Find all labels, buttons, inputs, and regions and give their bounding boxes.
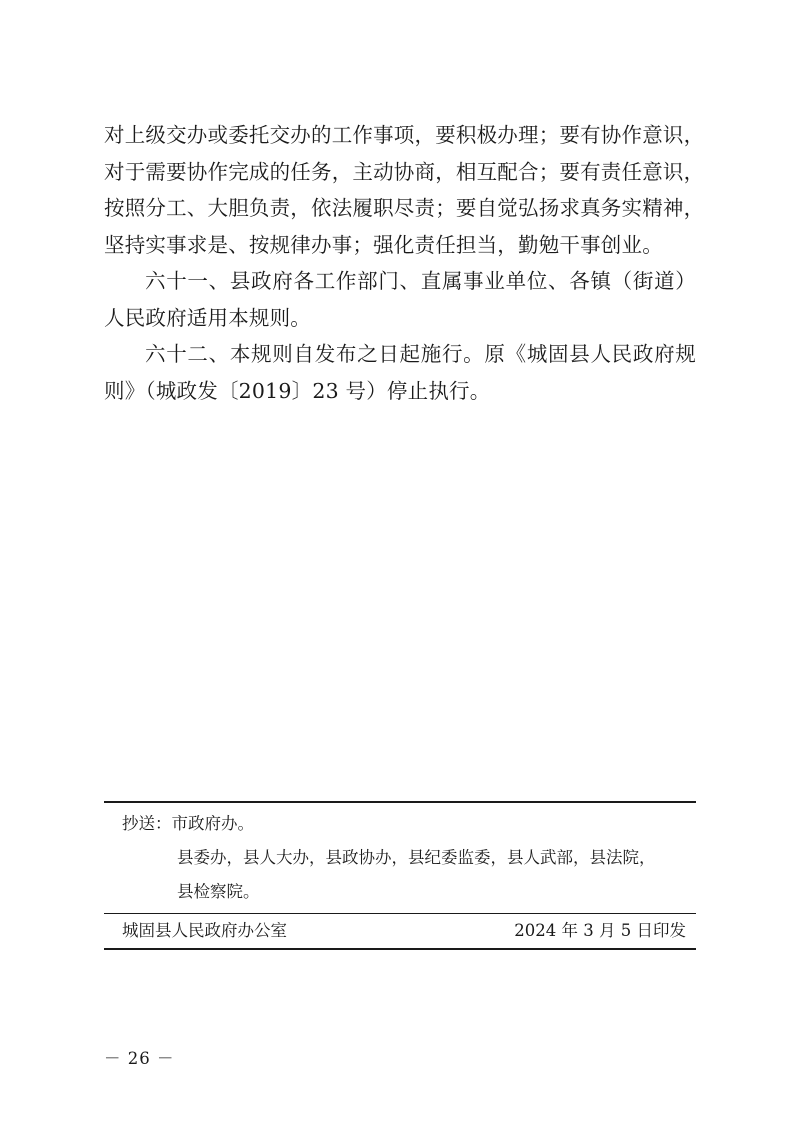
page-number: － 26 － [104, 1049, 175, 1068]
cc-line-tertiary: 县检察院。 [177, 882, 260, 901]
body-text [104, 117, 705, 409]
cc-line-secondary: 县委办，县人大办，县政协办，县纪委监委，县人武部，县法院， [177, 848, 656, 867]
cc-recipient-primary: 市政府办。 [171, 814, 254, 833]
distribution-block [104, 801, 696, 950]
text-line: 对于需要协作完成的任务，主动协商，相互配合；要有责任意识， [104, 159, 705, 184]
issue-row [104, 914, 696, 948]
article-61-line: 六十一、县政府各工作部门、直属事业单位、各镇（街道） [145, 269, 696, 293]
cc-label: 抄送： [122, 814, 172, 833]
issuing-office: 城固县人民政府办公室 [122, 921, 287, 940]
cc-line-primary [104, 807, 696, 841]
article-62-line: 六十二、本规则自发布之日起施行。原《城固县人民政府规 [145, 342, 696, 366]
bottom-rule [104, 948, 696, 950]
text-line: 对上级交办或委托交办的工作事项，要积极办理；要有协作意识， [104, 123, 705, 147]
issue-date: 2024 年 3 月 5 日印发 [514, 921, 686, 940]
text-line: 则》（城政发〔2019〕23 号）停止执行。 [104, 378, 491, 403]
text-line: 坚持实事求是、按规律办事；强化责任担当，勤勉干事创业。 [104, 232, 663, 257]
top-rule [104, 801, 696, 803]
text-line: 人民政府适用本规则。 [104, 305, 311, 330]
text-line: 按照分工、大胆负责，依法履职尽责；要自觉弘扬求真务实精神， [104, 196, 705, 220]
